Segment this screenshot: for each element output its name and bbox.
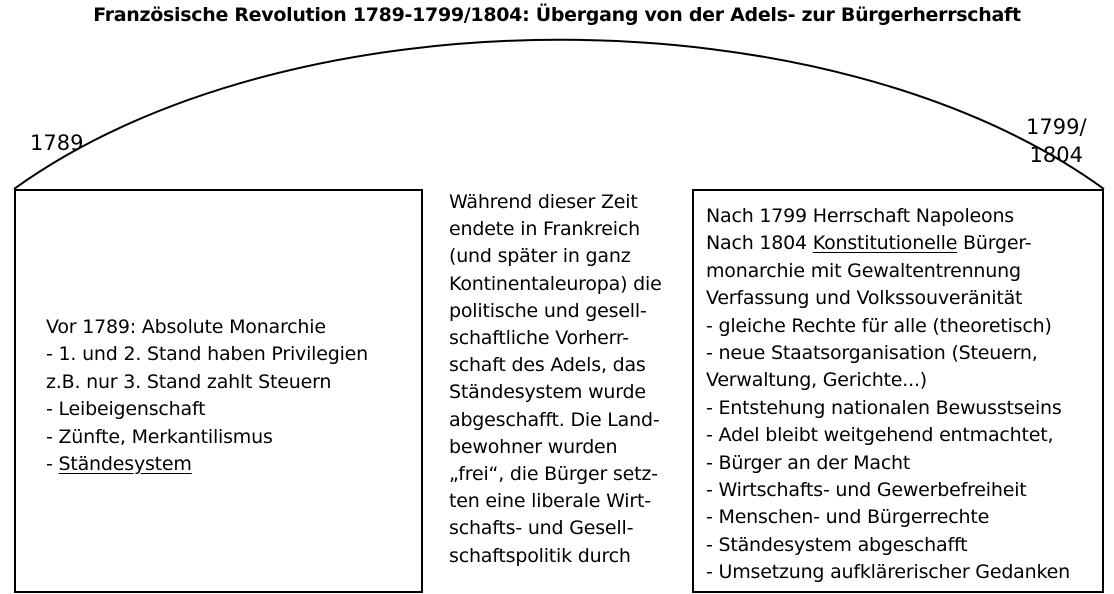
left-line: - Leibeigenschaft [46, 398, 206, 421]
middle-line: bewohner wurden [449, 435, 618, 458]
middle-line: „frei“, die Bürger setz- [449, 463, 658, 486]
right-line-suffix: Bürger- [957, 232, 1032, 255]
arc-curve [14, 40, 1104, 189]
after-revolution-box [692, 189, 1104, 593]
diagram-title: Französische Revolution 1789-1799/1804: Übergang von der Adels- zur Bürgerherrschaft [93, 4, 1021, 26]
right-line: - Bürger an der Macht [706, 451, 911, 474]
konstitutionelle-underlined: Konstitutionelle [812, 232, 958, 255]
right-line-konstitutionelle [706, 230, 1070, 257]
left-line-prefix: - [46, 453, 59, 476]
right-line: - Ständesystem abgeschafft [706, 533, 968, 556]
right-line: - Umsetzung aufklärerischer Gedanken [706, 561, 1070, 584]
revolution-arc [0, 0, 1114, 200]
middle-line: schaft des Adels, das [449, 354, 646, 377]
year-end-line1: 1799/ [1026, 115, 1087, 139]
middle-line: abgeschafft. Die Land- [449, 408, 660, 431]
right-line-prefix: Nach 1804 [706, 232, 813, 255]
middle-line: schafts- und Gesell- [449, 517, 634, 540]
year-end-line2: 1804 [1029, 143, 1083, 167]
middle-line: schaftspolitik durch [449, 544, 631, 567]
after-revolution-text [706, 203, 1070, 587]
before-revolution-text [46, 314, 368, 478]
middle-line: Kontinentaleuropa) die [449, 272, 662, 295]
right-line: Verwaltung, Gerichte...) [706, 369, 928, 392]
left-line: - Zünfte, Merkantilismus [46, 425, 273, 448]
middle-line: Ständesystem wurde [449, 381, 646, 404]
left-line-standesystem [46, 451, 368, 478]
middle-line: politische und gesell- [449, 299, 647, 322]
right-line: Verfassung und Volkssouveränität [706, 287, 1023, 310]
right-line: Nach 1799 Herrschaft Napoleons [706, 205, 1014, 227]
year-start-label: 1789 [30, 131, 84, 155]
transition-description [449, 189, 662, 570]
middle-line: Während dieser Zeit [449, 191, 638, 213]
right-line: - Wirtschafts- und Gewerbefreiheit [706, 479, 1027, 502]
year-end-label [1026, 113, 1087, 169]
right-line: - Menschen- und Bürgerrechte [706, 506, 990, 529]
middle-line: ten eine liberale Wirt- [449, 490, 651, 513]
right-line: - Entstehung nationalen Bewusstseins [706, 396, 1062, 419]
right-line: - gleiche Rechte für alle (theoretisch) [706, 314, 1052, 337]
left-line: z.B. nur 3. Stand zahlt Steuern [46, 370, 332, 393]
before-revolution-box [14, 189, 423, 593]
middle-line: (und später in ganz [449, 245, 631, 268]
standesystem-underlined: Ständesystem [58, 453, 192, 476]
right-line: - neue Staatsorganisation (Steuern, [706, 342, 1038, 365]
left-heading: Vor 1789: Absolute Monarchie [46, 316, 326, 338]
right-line: - Adel bleibt weitgehend entmachtet, [706, 424, 1054, 447]
right-line: monarchie mit Gewaltentrennung [706, 259, 1021, 282]
middle-line: schaftliche Vorherr- [449, 327, 629, 350]
left-line: - 1. und 2. Stand haben Privilegien [46, 343, 369, 366]
middle-line: endete in Frankreich [449, 218, 640, 241]
